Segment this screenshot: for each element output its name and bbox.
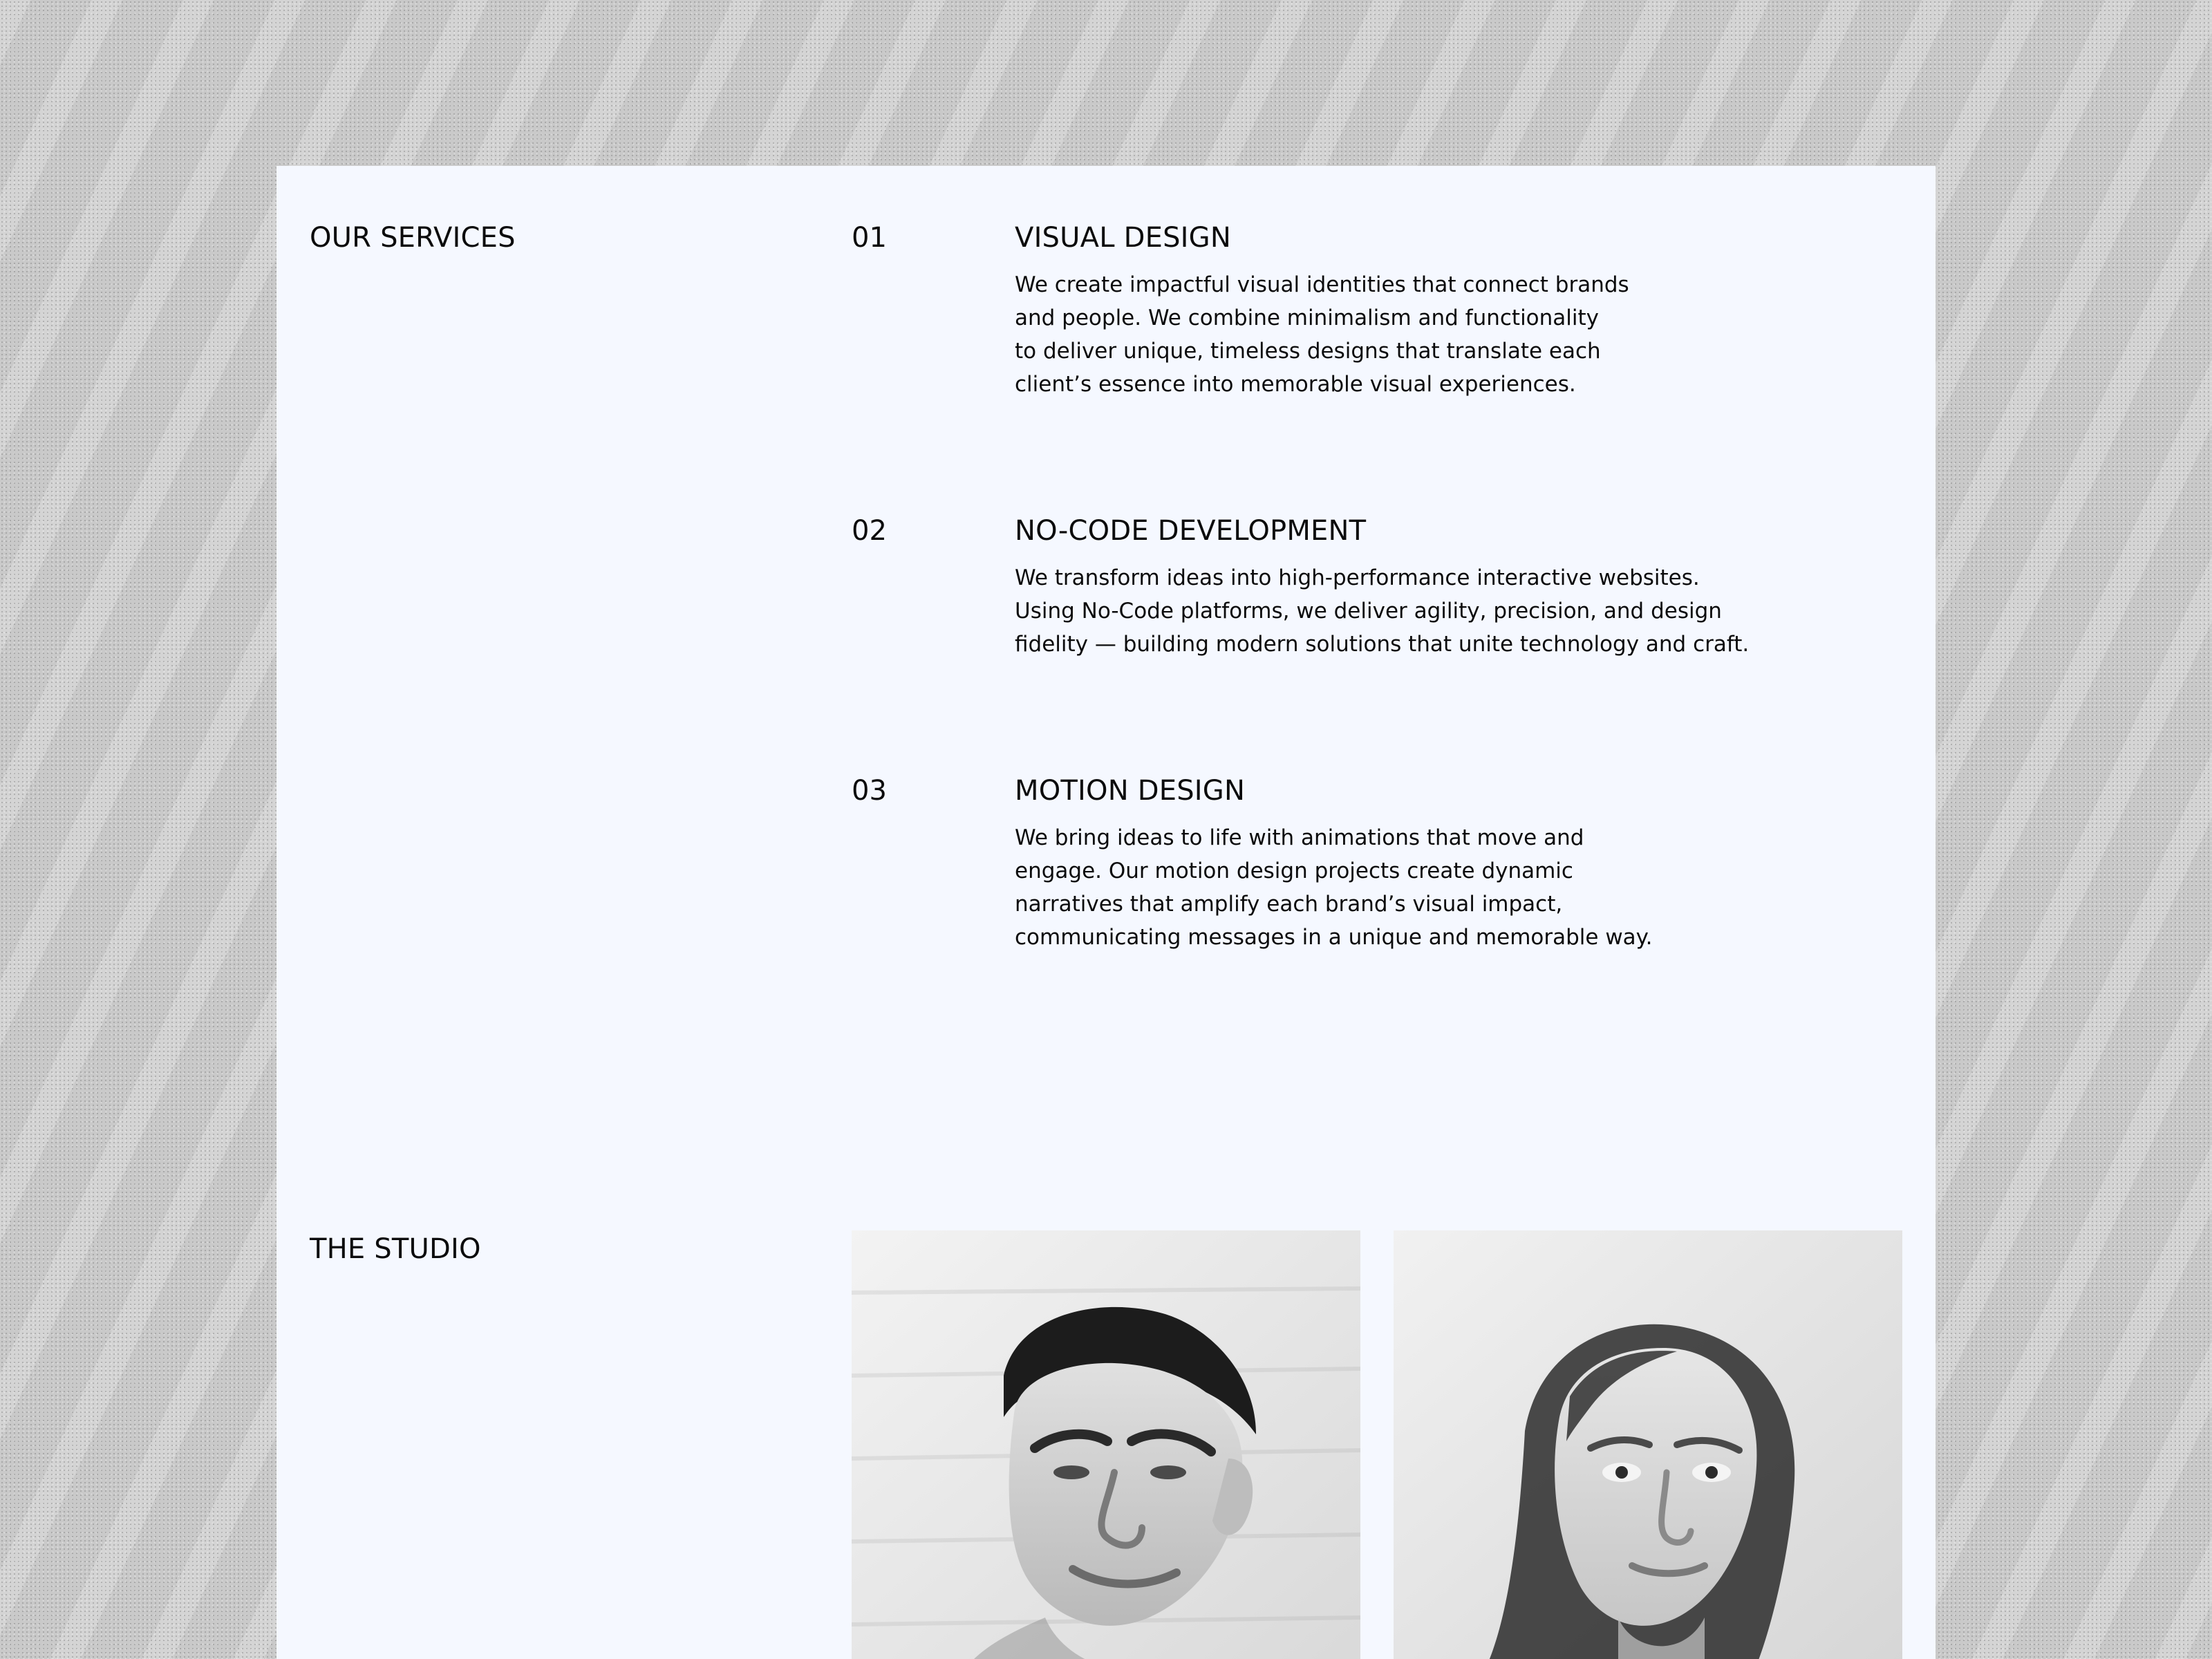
service-description: We transform ideas into high-performance interactive websites. Using No-Code platforms, we deliver agility, precision, and design fidelity — building modern solutions that unite technology and craft. xyxy=(1015,565,1750,657)
service-title: NO-CODE DEVELOPMENT xyxy=(1015,515,1367,547)
portrait-woman-image xyxy=(1394,1230,1902,1659)
portrait-man-image xyxy=(852,1230,1360,1659)
content-panel xyxy=(276,166,1936,1659)
service-description: We create impactful visual identities that connect brands and people. We combine minimalism and functionality to deliver unique, timeless designs that translate each client’s essence into memorable visual experiences. xyxy=(1015,272,1629,397)
service-description: We bring ideas to life with animations that move and engage. Our motion design projects create dynamic narratives that amplify each brand’s visual impact, communicating messages in a unique and memorable way. xyxy=(1015,825,1653,950)
service-title: VISUAL DESIGN xyxy=(1015,222,1231,254)
services-section-label: OUR SERVICES xyxy=(310,222,516,254)
service-number: 02 xyxy=(852,515,887,547)
service-number: 01 xyxy=(852,222,887,254)
woman-portrait-illustration xyxy=(1394,1230,1902,1659)
studio-section-label: THE STUDIO xyxy=(310,1233,481,1265)
service-number: 03 xyxy=(852,775,887,807)
man-portrait-illustration xyxy=(852,1230,1360,1659)
service-title: MOTION DESIGN xyxy=(1015,775,1246,807)
